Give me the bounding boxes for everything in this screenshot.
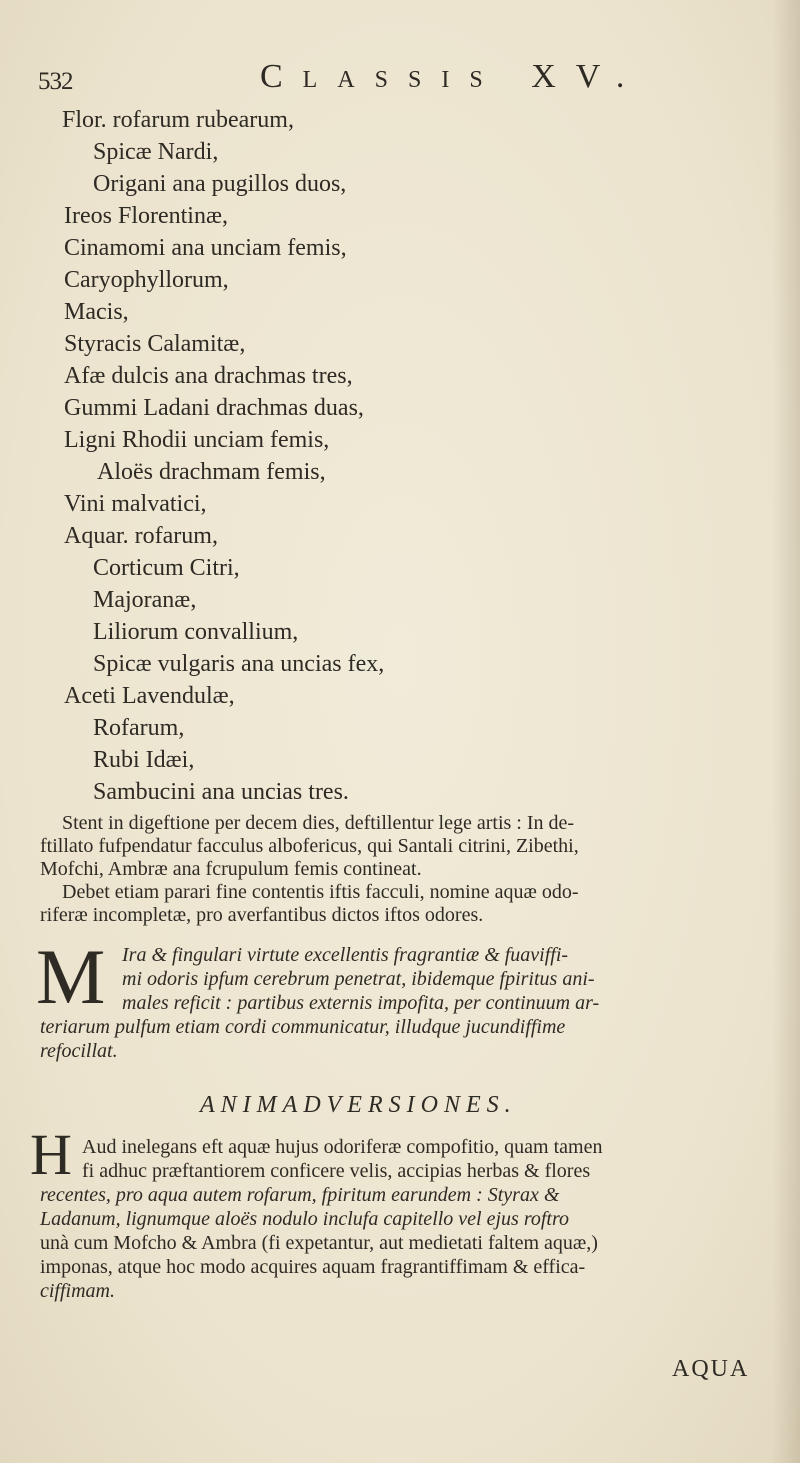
ingredient-line: Corticum Citri, bbox=[93, 555, 240, 581]
drop-cap-initial: M bbox=[36, 933, 106, 1020]
text-line: riferæ incompletæ, pro averfantibus dictos iftos odores. bbox=[40, 904, 484, 926]
ingredient-line: Spicæ Nardi, bbox=[93, 139, 219, 165]
running-title: Classis XV. bbox=[260, 58, 645, 95]
ingredient-line: Ireos Florentinæ, bbox=[64, 203, 228, 229]
text-line: males reficit : partibus externis impofita, per continuum ar- bbox=[122, 992, 600, 1014]
page-edge-shadow bbox=[772, 0, 800, 1463]
text-line: mi odoris ipfum cerebrum penetrat, ibidemque fpiritus ani- bbox=[122, 968, 595, 990]
ingredient-line: Rubi Idæi, bbox=[93, 747, 195, 773]
text-line: fi adhuc præftantiorem conficere velis, accipias herbas & flores bbox=[82, 1160, 591, 1182]
catchword: AQUA bbox=[672, 1356, 750, 1382]
text-line: teriarum pulfum etiam cordi communicatur, illudque jucundiffime bbox=[40, 1016, 566, 1038]
drop-cap-initial: H bbox=[30, 1122, 72, 1187]
ingredient-line: Caryophyllorum, bbox=[64, 267, 229, 293]
ingredient-line: Aquar. rofarum, bbox=[64, 523, 218, 549]
text-line: recentes, pro aqua autem rofarum, fpiritum earundem : Styrax & bbox=[40, 1184, 560, 1206]
ingredient-line: Liliorum convallium, bbox=[93, 619, 299, 645]
ingredient-line: Afæ dulcis ana drachmas tres, bbox=[64, 363, 353, 389]
ingredient-line: Styracis Calamitæ, bbox=[64, 331, 246, 357]
ingredient-line: Vini malvatici, bbox=[64, 491, 207, 517]
text-line: unà cum Mofcho & Ambra (fi expetantur, aut medietati faltem aquæ,) bbox=[40, 1232, 598, 1254]
ingredient-line: Macis, bbox=[64, 299, 129, 325]
text-line: imponas, atque hoc modo acquires aquam fragrantiffimam & effica- bbox=[40, 1256, 586, 1278]
ingredient-line: Origani ana pugillos duos, bbox=[93, 171, 347, 197]
text-line: refocillat. bbox=[40, 1040, 118, 1062]
ingredient-line: Ligni Rhodii unciam femis, bbox=[64, 427, 330, 453]
ingredient-line: Aloës drachmam femis, bbox=[97, 459, 326, 485]
ingredient-line: Rofarum, bbox=[93, 715, 185, 741]
text-line: Ira & fingulari virtute excellentis fragrantiæ & fuaviffi- bbox=[122, 944, 569, 966]
text-line: ftillato fufpendatur facculus albofericus, qui Santali citrini, Zibethi, bbox=[40, 835, 579, 857]
ingredient-line: Cinamomi ana unciam femis, bbox=[64, 235, 347, 261]
ingredient-line: Gummi Ladani drachmas duas, bbox=[64, 395, 364, 421]
ingredient-line: Flor. rofarum rubearum, bbox=[62, 107, 294, 133]
page-number: 532 bbox=[38, 68, 73, 95]
text-line: ciffimam. bbox=[40, 1280, 115, 1302]
text-line: Stent in digeftione per decem dies, deftillentur lege artis : In de- bbox=[62, 812, 575, 834]
ingredient-line: Majoranæ, bbox=[93, 587, 197, 613]
text-line: Ladanum, lignumque aloës nodulo inclufa capitello vel ejus roftro bbox=[40, 1208, 570, 1230]
ingredient-line: Sambucini ana uncias tres. bbox=[93, 779, 349, 805]
section-heading: ANIMADVERSIONES. bbox=[200, 1092, 517, 1118]
text-line: Debet etiam parari fine contentis iftis facculi, nomine aquæ odo- bbox=[62, 881, 579, 903]
text-line: Aud inelegans eft aquæ hujus odoriferæ compofitio, quam tamen bbox=[82, 1136, 603, 1158]
ingredient-line: Aceti Lavendulæ, bbox=[64, 683, 235, 709]
ingredient-line: Spicæ vulgaris ana uncias fex, bbox=[93, 651, 385, 677]
text-line: Mofchi, Ambræ ana fcrupulum femis contineat. bbox=[40, 858, 422, 880]
